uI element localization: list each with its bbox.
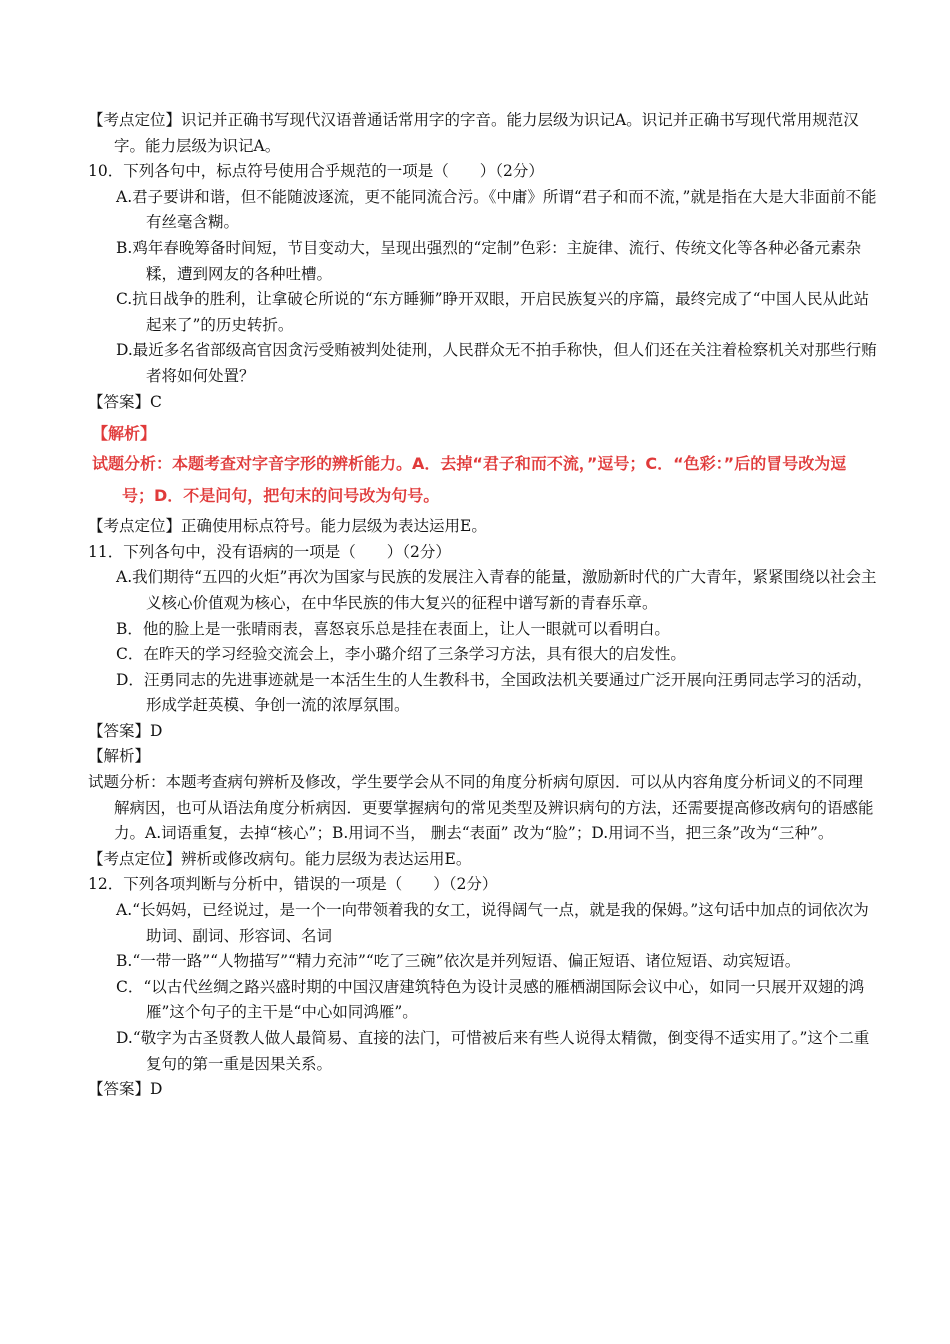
question-11-answer: 【答案】D <box>88 721 163 740</box>
question-10-analysis-title: 【解析】 <box>92 424 157 444</box>
question-12-option-b: B.“一带一路”“人物描写”“精力充沛”“吃了三碗”依次是并列短语、偏正短语、诸位短语、动宾短语。 <box>116 952 801 971</box>
question-12-answer: 【答案】D <box>88 1080 163 1099</box>
document-body <box>88 108 878 1103</box>
question-12-option-a: A.“长妈妈，已经说过，是一个一向带领着我的女工，说得阔气一点，就是我的保姆。”这句话中加点的词依次为助词、副词、形容词、名词 <box>116 901 869 945</box>
kaodian-block <box>88 108 878 159</box>
question-11-option-c: C．在昨天的学习经验交流会上，李小璐介绍了三条学习方法，具有很大的启发性。 <box>116 645 686 664</box>
question-10-option-c: C.抗日战争的胜利，让拿破仑所说的“东方睡狮”睁开双眼，开启民族复兴的序篇，最终完成了“中国人民从此站起来了”的历史转折。 <box>116 290 870 334</box>
question-11-option-d: D．汪勇同志的先进事迹就是一本活生生的人生教科书，全国政法机关要通过广泛开展向汪勇同志学习的活动，形成学赶英模、争创一流的浓厚氛围。 <box>116 670 873 715</box>
question-10-option-b: B.鸡年春晚筹备时间短，节目变动大，呈现出强烈的“定制”色彩：主旋律、流行、传统文化等各种必备元素杂糅，遭到网友的各种吐槽。 <box>116 238 862 283</box>
question-12-option-c: C．“以古代丝绸之路兴盛时期的中国汉唐建筑特色为设计灵感的雁栖湖国际会议中心，如同一只展开双翅的鸿雁”这个句子的主干是“中心如同鸿雁”。 <box>116 977 865 1022</box>
question-12-option-d: D.“敬字为古圣贤教人做人最简易、直接的法门，可惜被后来有些人说得太精微，倒变得不适实用了。”这个二重复句的第一重是因果关系。 <box>116 1029 870 1073</box>
question-12-stem: 12．下列各项判断与分析中，错误的一项是（ ）（2分） <box>88 875 498 894</box>
question-11-kaodian: 【考点定位】辨析或修改病句。能力层级为表达运用E。 <box>88 849 472 868</box>
question-11-analysis-title: 【解析】 <box>88 747 151 766</box>
question-10-analysis-text: 试题分析：本题考查对字音字形的辨析能力。A．去掉“君子和而不流，”逗号；C．“色彩：”后的冒号改为逗号；D．不是问句，把句末的问号改为句号。 <box>92 454 847 506</box>
question-10-option-d: D.最近多名省部级高官因贪污受贿被判处徒刑，人民群众无不拍手称快，但人们还在关注着检察机关对那些行贿者将如何处置？ <box>116 341 877 385</box>
question-10-stem: 10．下列各句中，标点符号使用合乎规范的一项是（ ）（2分） <box>88 162 544 181</box>
kaodian-text: 【考点定位】识记并正确书写现代汉语普通话常用字的字音。能力层级为识记A。识记并正确书写现代常用规范汉字。能力层级为识记A。 <box>88 111 859 155</box>
question-11-option-a: A.我们期待“五四的火炬”再次为国家与民族的发展注入青春的能量，激励新时代的广大青年，紧紧围绕以社会主义核心价值观为核心，在中华民族的伟大复兴的征程中谱写新的青春乐章。 <box>116 568 877 612</box>
question-11-stem: 11．下列各句中，没有语病的一项是（ ）（2分） <box>88 542 451 561</box>
question-10-kaodian: 【考点定位】正确使用标点符号。能力层级为表达运用E。 <box>88 517 487 536</box>
question-10-answer: 【答案】C <box>88 392 162 411</box>
question-11-option-b: B．他的脸上是一张晴雨表，喜怒哀乐总是挂在表面上，让人一眼就可以看明白。 <box>116 619 670 638</box>
question-10-option-a: A.君子要讲和谐，但不能随波逐流，更不能同流合污。《中庸》所谓“君子和而不流，”就是指在大是大非面前不能有丝毫含糊。 <box>116 187 877 232</box>
question-11-analysis-text: 试题分析：本题考查病句辨析及修改，学生要学会从不同的角度分析病句原因．可以从内容角度分析词义的不同理解病因，也可从语法角度分析病因．更要掌握病句的常见类型及辨识病句的方法，还需要提高修改病句的语感能力。A.词语重复，去掉“核心”；B.用词不当， 删去“表面” 改为“脸”；D.用词不当，把三条”改为“三种”。 <box>88 773 874 843</box>
